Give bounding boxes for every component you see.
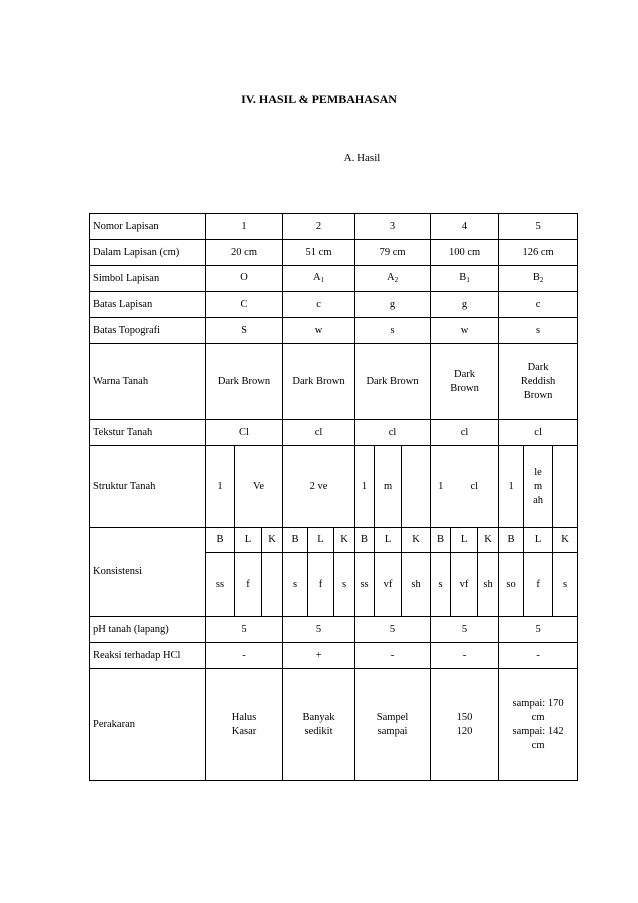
cell: B: [355, 528, 375, 553]
cell-line: cm: [531, 739, 545, 751]
cell: g: [431, 292, 499, 318]
cell: f: [524, 553, 553, 617]
cell: L: [308, 528, 334, 553]
cell: [431, 344, 499, 420]
cell: C: [206, 292, 283, 318]
cell: vf: [375, 553, 402, 617]
cell-line: 120: [456, 725, 473, 737]
cell: 5: [355, 617, 431, 643]
cell: 1: [355, 446, 375, 528]
cell: Cl: [206, 420, 283, 446]
cell-line: Banyak: [302, 711, 335, 723]
row-label: pH tanah (lapang): [90, 617, 206, 643]
row-struktur-tanah: [90, 446, 578, 528]
row-label: Reaksi terhadap HCl: [90, 643, 206, 669]
cell: ss: [355, 553, 375, 617]
cell: L: [235, 528, 262, 553]
row-label: Warna Tanah: [90, 344, 206, 420]
row-label: Tekstur Tanah: [90, 420, 206, 446]
row-label: Batas Lapisan: [90, 292, 206, 318]
cell: B: [206, 528, 235, 553]
symbol-sub: 2: [394, 275, 399, 284]
row-ph-tanah: [90, 617, 578, 643]
cell-line: sampai: 142: [512, 725, 564, 737]
row-warna-tanah: [90, 344, 578, 420]
cell: 5: [206, 617, 283, 643]
cell: s: [283, 553, 308, 617]
symbol-sub: 1: [320, 275, 325, 284]
cell: -: [431, 643, 499, 669]
row-batas-topografi: [90, 318, 578, 344]
cell: [355, 266, 431, 292]
cell: 5: [431, 617, 499, 643]
cell: s: [334, 553, 355, 617]
cell: g: [355, 292, 431, 318]
row-label: Nomor Lapisan: [90, 214, 206, 240]
cell-line: Reddish: [520, 375, 556, 387]
cell: Dark Brown: [206, 344, 283, 420]
cell: B: [431, 528, 451, 553]
row-perakaran: [90, 669, 578, 781]
cell: [206, 266, 283, 292]
symbol-main: O: [240, 271, 248, 283]
cell: 100 cm: [431, 240, 499, 266]
cell: cl: [283, 420, 355, 446]
cell: [431, 266, 499, 292]
cell: [431, 669, 499, 781]
row-konsistensi-heads: [90, 528, 578, 553]
row-reaksi-hcl: [90, 643, 578, 669]
cell-line: Halus: [231, 711, 257, 723]
cell: [262, 553, 283, 617]
cell: cl: [451, 446, 499, 528]
cell: -: [206, 643, 283, 669]
cell: L: [451, 528, 478, 553]
cell: so: [499, 553, 524, 617]
soil-profile-table: [89, 213, 578, 781]
row-label: Struktur Tanah: [90, 446, 206, 528]
cell: w: [283, 318, 355, 344]
symbol-main: A: [386, 271, 395, 283]
row-dalam-lapisan: [90, 240, 578, 266]
cell-line: Sampel: [376, 711, 409, 723]
cell-line: sampai: 170: [512, 697, 564, 709]
row-simbol-lapisan: [90, 266, 578, 292]
subsection-title: A. Hasil: [343, 152, 381, 164]
cell: [499, 344, 578, 420]
cell: s: [499, 318, 578, 344]
cell-line: cm: [531, 711, 545, 723]
cell: 5: [499, 617, 578, 643]
cell-line: m: [533, 480, 543, 492]
cell-line: sedikit: [304, 725, 333, 737]
cell: cl: [355, 420, 431, 446]
cell: B: [499, 528, 524, 553]
cell: c: [283, 292, 355, 318]
cell: 5: [499, 214, 578, 240]
cell: 2: [283, 214, 355, 240]
cell: S: [206, 318, 283, 344]
cell: s: [355, 318, 431, 344]
row-batas-lapisan: [90, 292, 578, 318]
cell: 1: [499, 446, 524, 528]
row-label: Batas Topografi: [90, 318, 206, 344]
cell: f: [235, 553, 262, 617]
symbol-main: A: [312, 271, 321, 283]
cell: K: [262, 528, 283, 553]
cell: [283, 669, 355, 781]
section-heading: IV. HASIL & PEMBAHASAN: [241, 92, 397, 106]
row-label: Dalam Lapisan (cm): [90, 240, 206, 266]
row-label: Simbol Lapisan: [90, 266, 206, 292]
cell: [499, 266, 578, 292]
cell: Dark Brown: [283, 344, 355, 420]
cell: [355, 669, 431, 781]
cell-line: le: [534, 466, 542, 478]
cell: +: [283, 643, 355, 669]
cell: f: [308, 553, 334, 617]
subsection-heading: [0, 152, 638, 164]
cell: -: [499, 643, 578, 669]
cell: L: [524, 528, 553, 553]
symbol-sub: 2: [539, 275, 544, 284]
cell: K: [402, 528, 431, 553]
cell: s: [431, 553, 451, 617]
cell: m: [375, 446, 402, 528]
cell: 51 cm: [283, 240, 355, 266]
cell: sh: [402, 553, 431, 617]
cell: B: [283, 528, 308, 553]
cell-line: sampai: [377, 725, 408, 737]
cell: L: [375, 528, 402, 553]
cell-line: ah: [533, 494, 544, 506]
cell-line: Dark: [527, 361, 549, 373]
cell-line: Kasar: [231, 725, 257, 737]
cell: vf: [451, 553, 478, 617]
cell: 2 ve: [283, 446, 355, 528]
cell: 3: [355, 214, 431, 240]
cell: c: [499, 292, 578, 318]
row-label: Perakaran: [90, 669, 206, 781]
cell-line: Brown: [450, 382, 479, 394]
cell: [553, 446, 578, 528]
symbol-main: B: [459, 271, 467, 283]
cell: 5: [283, 617, 355, 643]
cell-line: Dark: [454, 368, 476, 380]
cell: Ve: [235, 446, 283, 528]
cell: 4: [431, 214, 499, 240]
cell: 79 cm: [355, 240, 431, 266]
cell: K: [478, 528, 499, 553]
cell: 20 cm: [206, 240, 283, 266]
cell-line: Brown: [523, 389, 553, 401]
cell: Dark Brown: [355, 344, 431, 420]
cell: [499, 669, 578, 781]
cell: 126 cm: [499, 240, 578, 266]
cell: s: [553, 553, 578, 617]
cell: [524, 446, 553, 528]
symbol-sub: 1: [466, 275, 470, 284]
cell: K: [553, 528, 578, 553]
cell-line: 150: [456, 711, 473, 723]
row-label: Konsistensi: [90, 528, 206, 617]
cell: cl: [431, 420, 499, 446]
row-tekstur-tanah: [90, 420, 578, 446]
cell: cl: [499, 420, 578, 446]
symbol-main: B: [532, 271, 540, 283]
cell: sh: [478, 553, 499, 617]
cell: [206, 669, 283, 781]
cell: K: [334, 528, 355, 553]
cell: [402, 446, 431, 528]
cell: 1: [431, 446, 451, 528]
row-nomor-lapisan: [90, 214, 578, 240]
cell: w: [431, 318, 499, 344]
cell: 1: [206, 446, 235, 528]
cell: ss: [206, 553, 235, 617]
cell: 1: [206, 214, 283, 240]
cell: -: [355, 643, 431, 669]
cell: [283, 266, 355, 292]
